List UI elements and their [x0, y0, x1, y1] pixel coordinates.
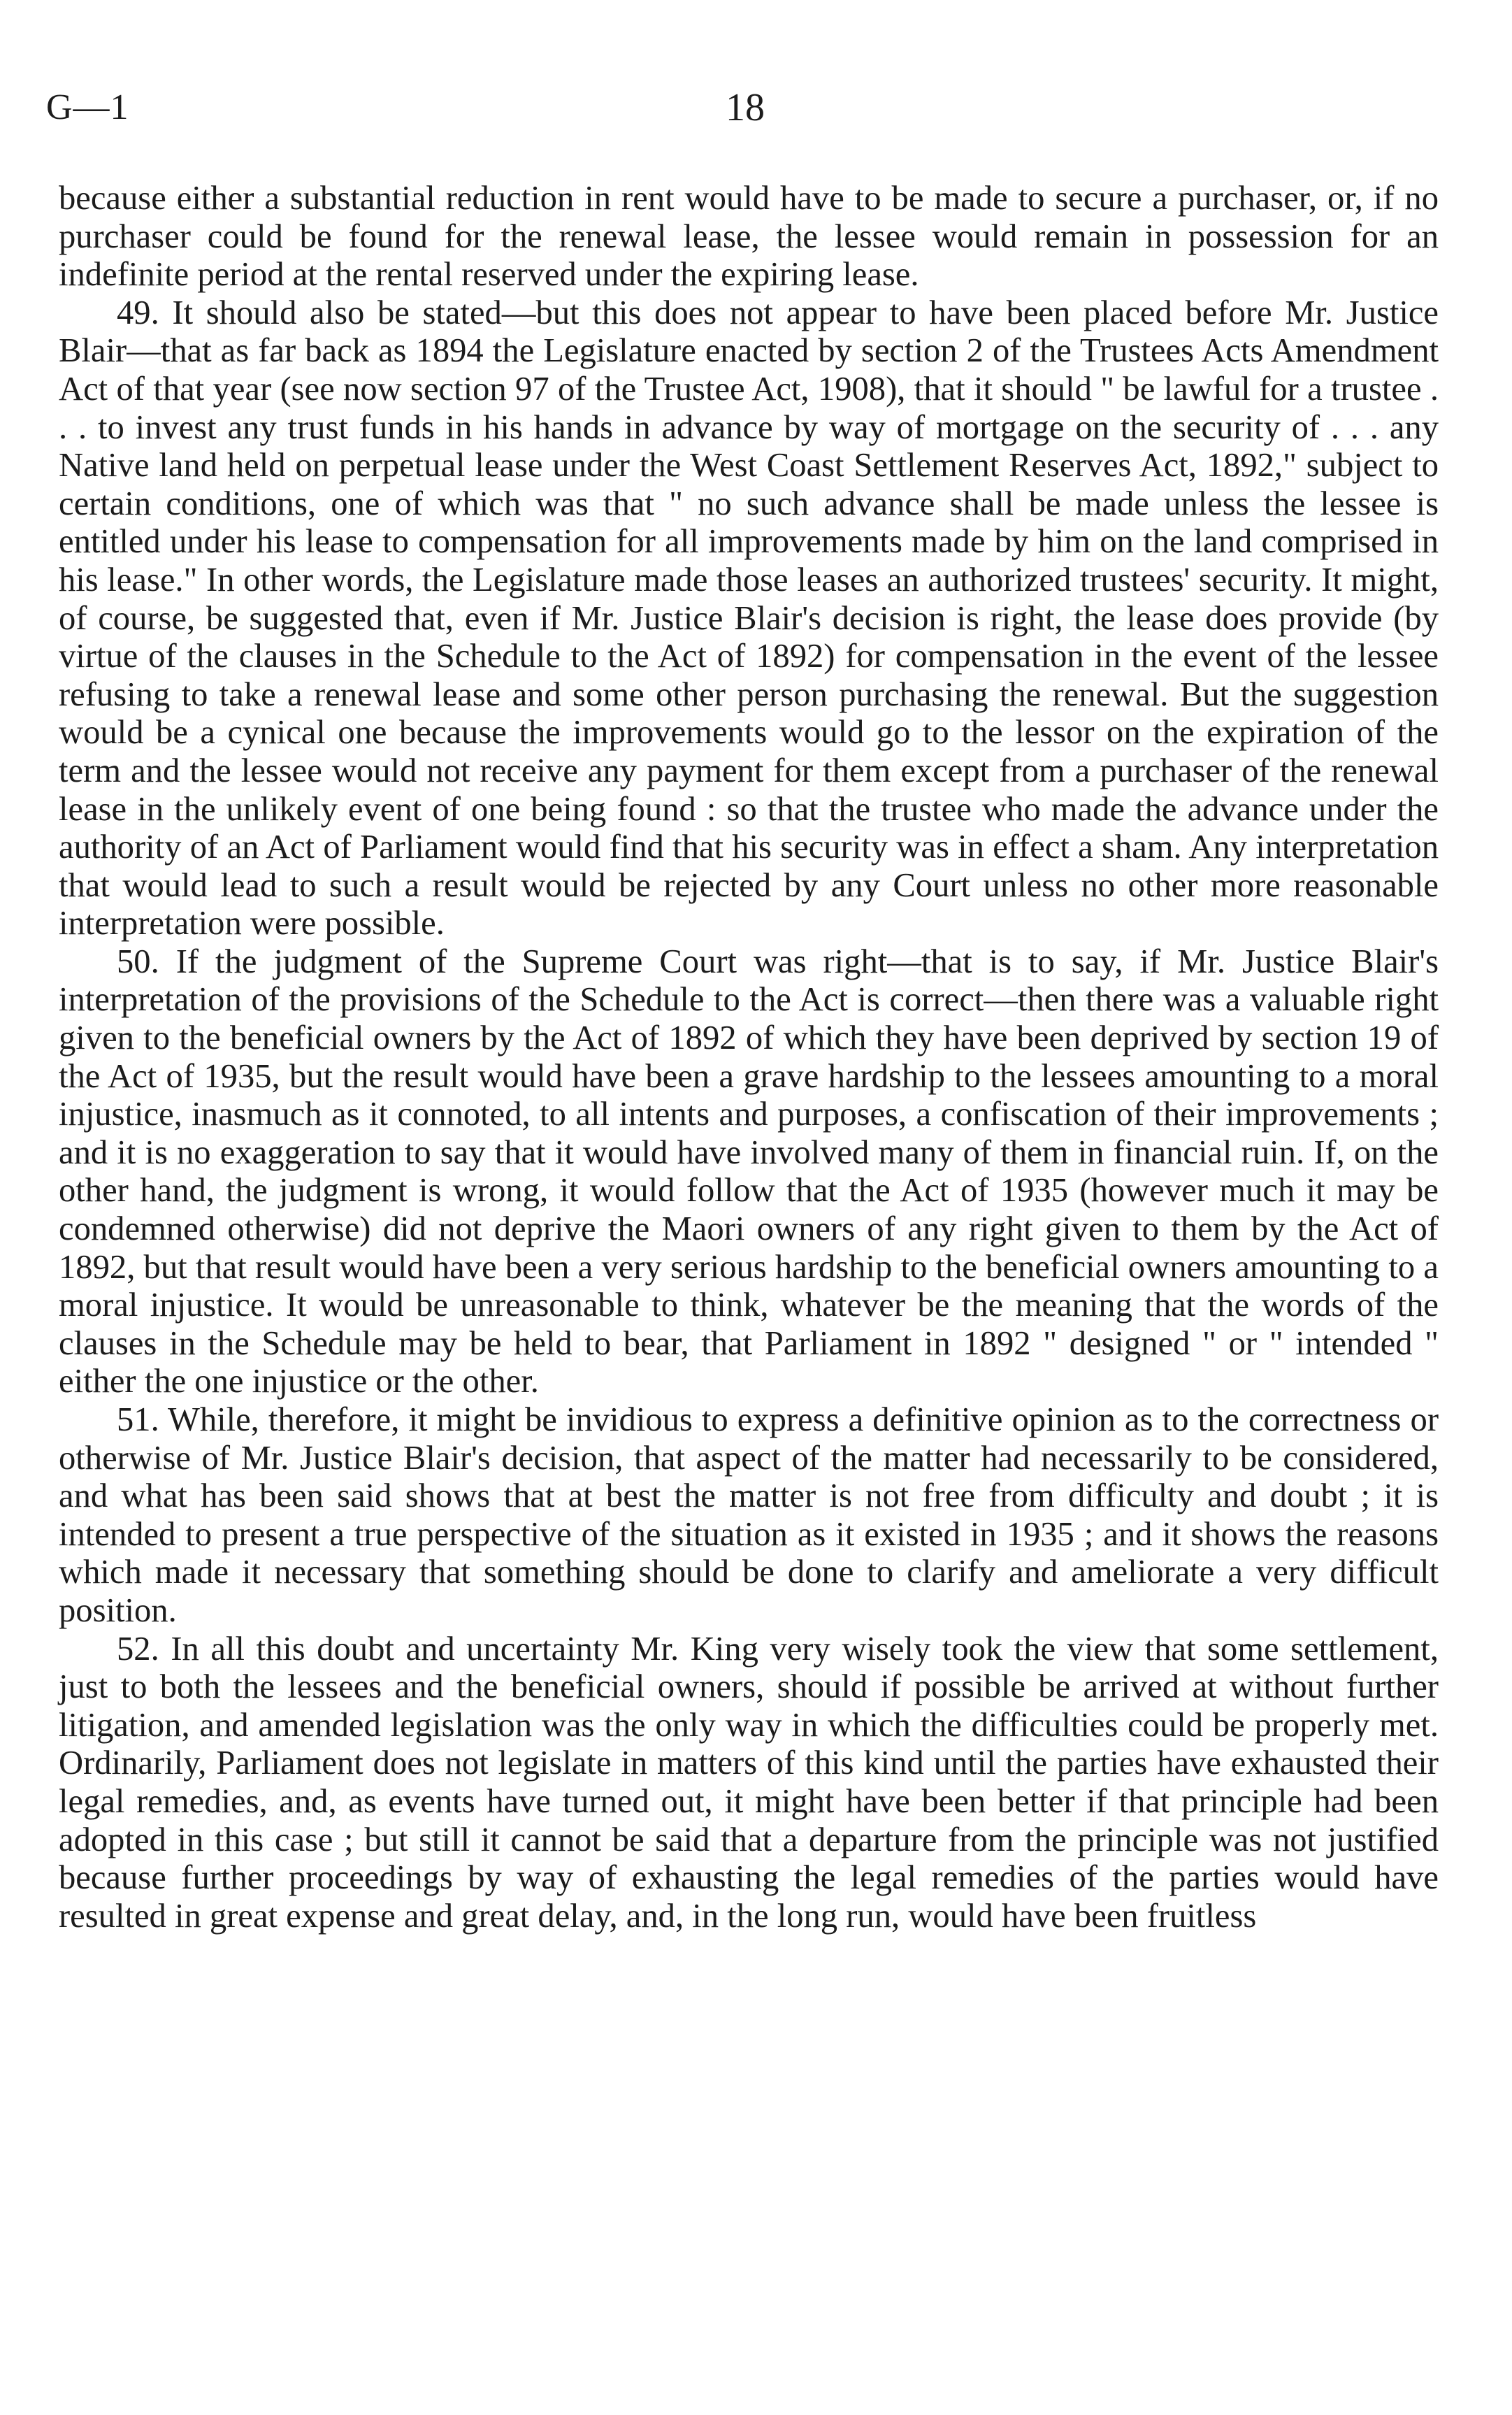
paragraph-text: because either a substantial reduction in rent would have to be made to secure a purchaser, or, if no purchaser could be found for the renewal lease, the lessee would remain in possession for an indefinite period at the rental reserved under the expiring lease. — [59, 179, 1439, 294]
body-text — [59, 179, 1439, 1935]
paragraph-number: 50. — [117, 942, 159, 980]
paragraph-number: 52. — [117, 1629, 159, 1668]
paragraph-number: 49. — [117, 293, 159, 331]
paragraph-51 — [59, 1400, 1439, 1630]
paragraph-number: 51. — [117, 1400, 159, 1438]
paragraph-continuation — [59, 179, 1439, 294]
paragraph-50 — [59, 943, 1439, 1400]
paragraph-text: While, therefore, it might be invidious to express a definitive opinion as to the correctness or otherwise of Mr. Justice Blair's decision, that aspect of the matter had necessarily to be considered, and what has been said shows that at best the matter is not free from difficulty and doubt ; it is intended to present a true perspective of the situation as it existed in 1935 ; and it shows the reasons which made it necessary that something should be done to clarify and ameliorate a very difficult position. — [59, 1400, 1439, 1629]
paragraph-52 — [59, 1630, 1439, 1935]
document-reference: G—1 — [46, 87, 129, 127]
page-number: 18 — [726, 86, 765, 129]
paragraph-49 — [59, 294, 1439, 943]
paragraph-text: In all this doubt and uncertainty Mr. King very wisely took the view that some settlement, just to both the lessees and the beneficial owners, should if possible be arrived at without further litigation, and amended legislation was the only way in which the difficulties could be properly met. Ordinarily, Parliament does not legislate in matters of this kind until the parties have exhausted their legal remedies, and, as events have turned out, it might have been better if that principle had been adopted in this case ; but still it cannot be said that a departure from the principle was not justified because further proceedings by way of exhausting the legal remedies of the parties would have resulted in great expense and great delay, and, in the long run, would have been fruitless — [59, 1629, 1439, 1935]
paragraph-text: It should also be stated—but this does not appear to have been placed before Mr. Justice Blair—that as far back as 1894 the Legislature enacted by section 2 of the Trustees Acts Amendment Act of that year (see now section 97 of the Trustee Act, 1908), that it should " be lawful for a trustee . . . to invest any trust funds in his hands in advance by way of mortgage on the security of . . . any Native land held on perpetual lease under the West Coast Settlement Reserves Act, 1892," subject to certain conditions, one of which was that " no such advance shall be made unless the lessee is entitled under his lease to compensation for all improvements made by him on the land comprised in his lease." In other words, the Legislature made those leases an authorized trustees' security. It might, of course, be suggested that, even if Mr. Justice Blair's decision is right, the lease does provide (by virtue of the clauses in the Schedule to the Act of 1892) for compensation in the event of the lessee refusing to take a renewal lease and some other person purchasing the renewal. But the suggestion would be a cynical one because the improvements would go to the lessor on the expiration of the term and the lessee would not receive any payment for them except from a purchaser of the renewal lease in the unlikely event of one being found : so that the trustee who made the advance under the authority of an Act of Parliament would find that his security was in effect a sham. Any interpretation that would lead to such a result would be rejected by any Court unless no other more reasonable interpretation were possible. — [59, 293, 1439, 943]
paragraph-text: If the judgment of the Supreme Court was right—that is to say, if Mr. Justice Blair's interpretation of the provisions of the Schedule to the Act is correct—then there was a valuable right given to the beneficial owners by the Act of 1892 of which they have been deprived by section 19 of the Act of 1935, but the result would have been a grave hardship to the lessees amounting to a moral injustice, inasmuch as it connoted, to all intents and purposes, a confiscation of their improvements ; and it is no exaggeration to say that it would have involved many of them in financial ruin. If, on the other hand, the judgment is wrong, it would follow that the Act of 1935 (however much it may be condemned otherwise) did not deprive the Maori owners of any right given to them by the Act of 1892, but that result would have been a very serious hardship to the beneficial owners amounting to a moral injustice. It would be unreasonable to think, whatever be the meaning that the words of the clauses in the Schedule may be held to bear, that Parliament in 1892 " designed " or " intended " either the one injustice or the other. — [59, 942, 1439, 1400]
